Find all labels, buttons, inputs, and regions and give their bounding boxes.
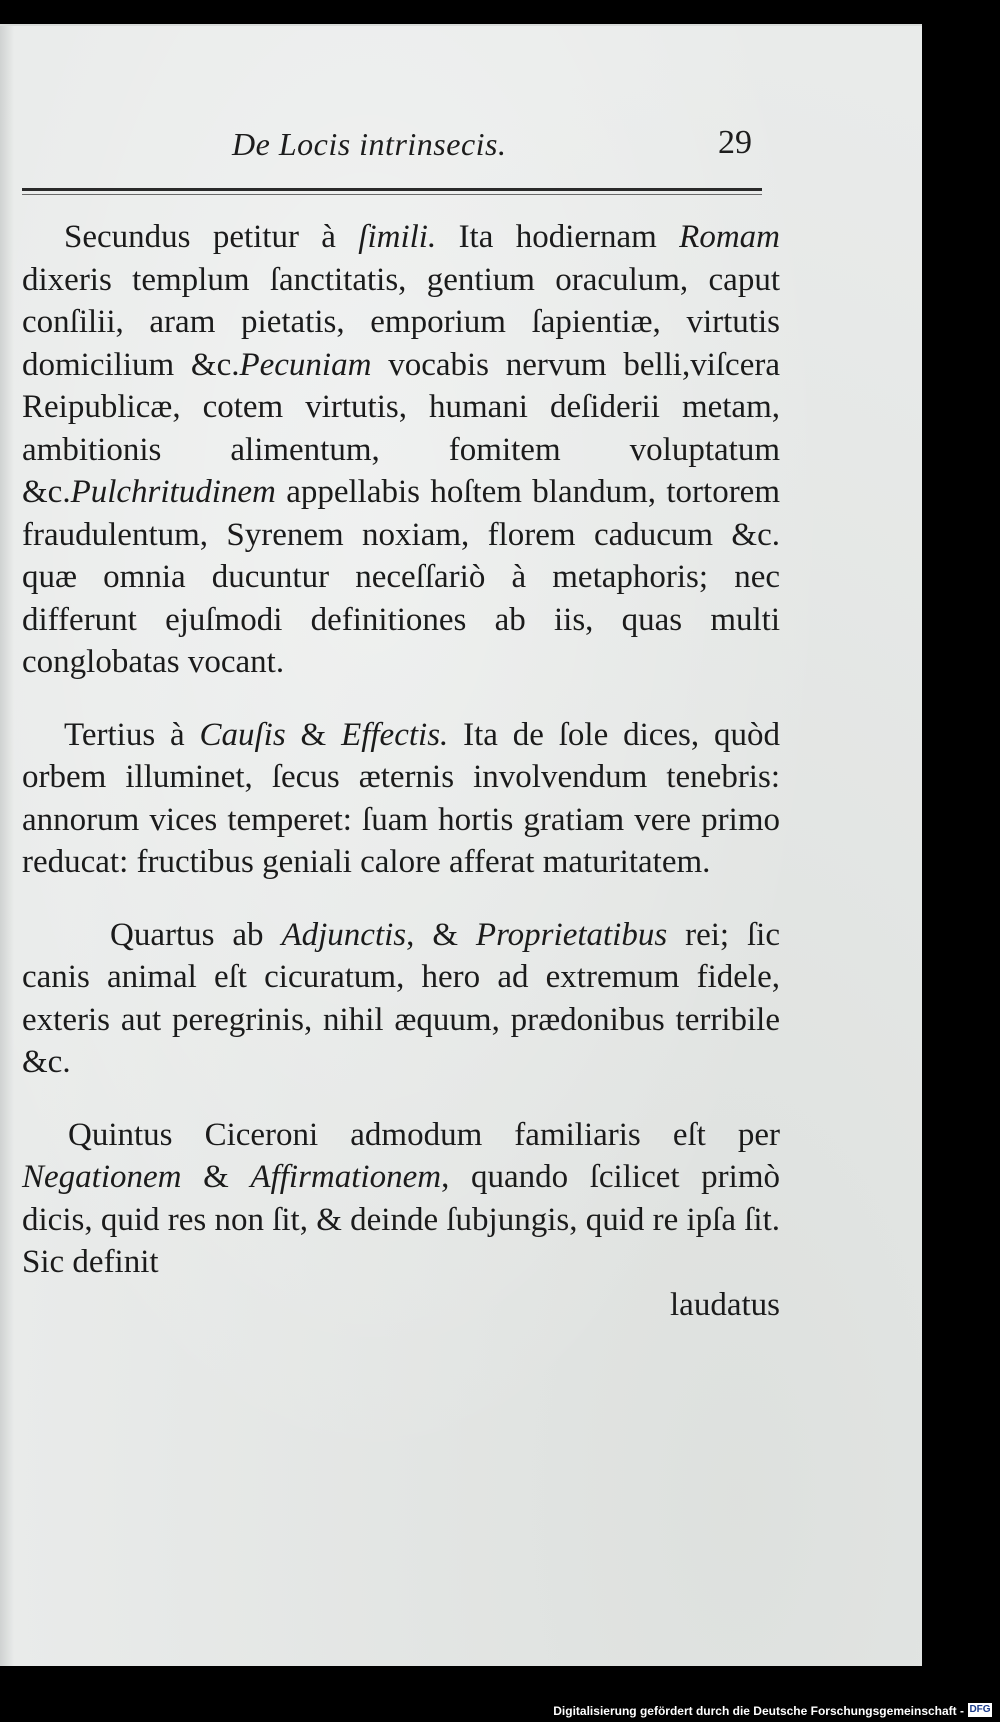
body-text xyxy=(22,216,780,1326)
italic-term: ſimili. xyxy=(358,219,437,255)
text-run: appellabis hoſtem blandum, tortorem fraudulentum, Syrenem noxiam, florem caducum &c. quæ omnia ducuntur neceſſariò à metaphoris; nec differunt ejuſmodi definitiones ab iis, quas multi conglobatas vocant. xyxy=(22,474,780,680)
italic-term: Negationem xyxy=(22,1159,182,1195)
paragraph-quintus xyxy=(22,1114,780,1284)
italic-term: Pecuniam xyxy=(239,346,372,383)
text-run: & xyxy=(285,716,342,753)
running-head-title: De Locis intrinsecis. xyxy=(232,126,507,162)
page-edge-shadow xyxy=(0,26,14,1666)
text-run: Ita hodiernam xyxy=(436,219,680,255)
text-run: Tertius à xyxy=(64,716,200,753)
running-head xyxy=(0,106,922,166)
text-run: Ita de ſole dices, quòd orbem illuminet, ſecus æternis involvendum tenebris: annorum vices temperet: ſuam hortis gratiam vere primo reducat: fructibus geniali calore afferat maturitatem. xyxy=(22,716,780,880)
italic-term: Pulchritudinem xyxy=(70,474,276,510)
paragraph-secundus xyxy=(22,216,780,684)
text-run: , & xyxy=(406,916,476,953)
text-run: dixeris templum ſanctitatis, gentium oraculum, caput conſilii, aram pietatis, emporium ſapientiæ, virtutis domicilium &c. xyxy=(22,261,780,383)
italic-term: Cauſis xyxy=(199,716,286,753)
dfg-logo: DFG xyxy=(969,1704,991,1715)
text-run: & xyxy=(181,1159,251,1195)
italic-term: Effectis. xyxy=(341,716,449,753)
funding-note: Digitalisierung gefördert durch die Deutsche Forschungsgemeinschaft - xyxy=(553,1704,964,1718)
book-page xyxy=(0,24,922,1666)
text-run: Quartus ab xyxy=(110,916,282,953)
paragraph-tertius xyxy=(22,714,780,884)
page-number: 29 xyxy=(718,124,752,161)
text-run: Quintus Ciceroni admodum familiaris eſt per xyxy=(68,1116,780,1153)
paragraph-quartus xyxy=(22,914,780,1084)
italic-term: Affirmationem xyxy=(250,1159,442,1195)
italic-term: Proprietatibus xyxy=(475,916,668,953)
text-run: Secundus petitur à xyxy=(64,219,359,255)
text-run: vocabis nervum belli,viſcera Reipublicæ, cotem virtutis, humani deſiderii metam, ambitionis alimentum, fomitem voluptatum &c. xyxy=(22,346,780,510)
text-run: rei; ſic canis animal eſt cicuratum, hero ad extremum fidele, exteris aut peregrinis, nihil æquum, prædonibus terribile &c. xyxy=(22,916,780,1080)
catchword: laudatus xyxy=(670,1286,780,1323)
header-rule xyxy=(22,188,762,191)
header-rule-fine xyxy=(22,194,762,195)
italic-term: Romam xyxy=(679,219,780,255)
italic-term: Adjunctis xyxy=(281,916,407,953)
text-run: , quando ſcilicet primò dicis, quid res non ſit, & deinde ſubjungis, quid re ipſa ſit. Sic definit xyxy=(22,1159,781,1280)
